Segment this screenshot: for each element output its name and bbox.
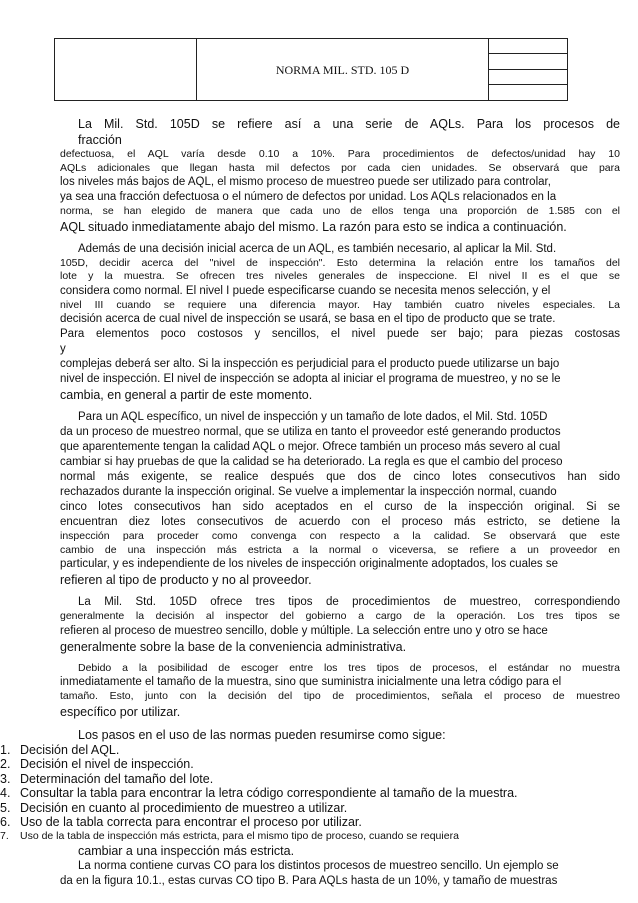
step-text: Decisión en cuanto al procedimiento de muestreo a utilizar. bbox=[20, 800, 348, 815]
text-line: cambiar si hay pruebas de que la calidad se ha deteriorado. La regla es que el cambio del proceso bbox=[60, 456, 563, 468]
step-text: Decisión del AQL. bbox=[20, 742, 120, 757]
text-line: da en la figura 10.1., estas curvas CO tipo B. Para AQLs hasta de un 10%, y tamaño de muestras bbox=[60, 874, 558, 887]
text-line: encuentran diez lotes consecutivos de acuerdo con el proceso más estricto, se detiene la bbox=[60, 516, 620, 528]
step-number: 5. bbox=[0, 800, 11, 815]
text-line: AQL situado inmediatamente abajo del mismo. La razón para esto se indica a continuación. bbox=[60, 219, 567, 234]
step-item bbox=[0, 772, 620, 787]
text-line: Para un AQL específico, un nivel de inspección y un tamaño de lote dados, el Mil. Std. 105D bbox=[78, 411, 548, 423]
text-line: cinco lotes consecutivos han sido aceptados en el curso de la inspección original. Si se bbox=[60, 501, 620, 513]
step-text: Uso de la tabla correcta para encontrar el proceso por utilizar. bbox=[20, 815, 362, 829]
header-info-row bbox=[489, 85, 567, 100]
step-number: 7. bbox=[0, 829, 9, 842]
text-line: ya sea una fracción defectuosa o el número de defectos por unidad. Los AQLs relacionados en la bbox=[60, 191, 557, 203]
header-info-row bbox=[489, 70, 567, 85]
text-line: La norma contiene curvas CO para los distintos procesos de muestreo sencillo. Un ejemplo se bbox=[78, 859, 559, 872]
text-line: cambia, en general a partir de este momento. bbox=[60, 388, 313, 402]
document-header bbox=[54, 38, 568, 101]
text-line: considera como normal. El nivel I puede especificarse cuando se necesita menos selección, y el bbox=[60, 284, 551, 297]
text-line: inmediatamente el tamaño de la muestra, sino que suministra inicialmente una letra código para el bbox=[60, 676, 562, 688]
step-item bbox=[0, 786, 620, 801]
text-line: inspección para proceder como convenga con respecto a la calidad. Se observará que este bbox=[60, 530, 620, 542]
text-line: nivel III cuando se requiere una diferencia mayor. Hay también cuatro niveles especiales. La bbox=[60, 298, 620, 311]
step-item bbox=[0, 815, 620, 830]
text-line: lote y la muestra. Se ofrecen tres niveles generales de inspeccione. El nivel II es el que se bbox=[60, 270, 620, 282]
step-text: Decisión el nivel de inspección. bbox=[20, 757, 194, 771]
step-text: Consultar la tabla para encontrar la letra código correspondiente al tamaño de la muestra. bbox=[20, 786, 518, 800]
text-line: cambio de una inspección más estricta a la normal o viceversa, se refiere a un proveedor en bbox=[60, 543, 620, 556]
header-logo-cell bbox=[55, 39, 197, 100]
step-number: 1. bbox=[0, 742, 11, 757]
header-info-row bbox=[489, 39, 567, 54]
header-title: NORMA MIL. STD. 105 D bbox=[197, 39, 489, 100]
text-line: Para elementos poco costosos y sencillos, el nivel puede ser bajo; para piezas costosas bbox=[60, 328, 620, 340]
text-line: generalmente sobre la base de la conveniencia administrativa. bbox=[60, 639, 407, 654]
step-item bbox=[0, 801, 620, 816]
step-item bbox=[0, 757, 620, 772]
step-item bbox=[0, 830, 620, 843]
text-line: fracción bbox=[78, 133, 122, 147]
text-line: normal más exigente, se realice después que dos de cinco lotes consecutivos han sido bbox=[60, 471, 620, 483]
text-line: los niveles más bajos de AQL, el mismo proceso de muestreo puede ser utilizado para controlar, bbox=[60, 176, 551, 188]
text-line: Los pasos en el uso de las normas pueden resumirse como sigue: bbox=[78, 727, 446, 742]
step-text: Uso de la tabla de inspección más estricta, para el mismo tipo de proceso, cuando se requiera bbox=[20, 829, 459, 842]
document-body bbox=[0, 116, 620, 889]
text-line: nivel de inspección. El nivel de inspección se adopta al iniciar el programa de muestreo, y no se le bbox=[60, 373, 561, 385]
text-line: Además de una decisión inicial acerca de un AQL, es también necesario, al aplicar la Mil. Std. bbox=[78, 242, 557, 255]
text-line: rechazados durante la inspección original. Se vuelve a implementar la inspección normal, cuando bbox=[60, 486, 557, 498]
header-info-cells bbox=[489, 39, 567, 100]
step-number: 3. bbox=[0, 771, 11, 786]
step-number: 2. bbox=[0, 757, 11, 771]
text-line: La Mil. Std. 105D se refiere así a una serie de AQLs. Para los procesos de bbox=[78, 117, 620, 131]
step-number: 6. bbox=[0, 815, 11, 829]
text-line: generalmente la decisión al inspector del gobierno a cargo de la operación. Los tres tipos se bbox=[60, 610, 620, 622]
step-number: 4. bbox=[0, 786, 11, 800]
text-line: tamaño. Esto, junto con la decisión del tipo de procedimientos, señala el proceso de muestreo bbox=[60, 690, 620, 702]
text-line: La Mil. Std. 105D ofrece tres tipos de procedimientos de muestreo, correspondiendo bbox=[78, 596, 620, 608]
text-line: refieren al proceso de muestreo sencillo, doble y múltiple. La selección entre uno y otro se hace bbox=[60, 624, 548, 637]
text-line: AQLs adicionales que llegan hasta mil defectos por cada cien unidades. Se observará que para bbox=[60, 161, 620, 174]
text-line: complejas deberá ser alto. Si la inspección es perjudicial para el producto puede utilizarse un bajo bbox=[60, 358, 560, 370]
text-line: específico por utilizar. bbox=[60, 704, 181, 719]
text-line: da un proceso de muestreo normal, que se utiliza en tanto el proveedor esté generando productos bbox=[60, 426, 561, 438]
text-line: norma, se han elegido de manera que cada uno de ellos tenga una proporción de 1.585 con el bbox=[60, 205, 620, 217]
text-line: decisión acerca de cual nivel de inspección se usará, se basa en el tipo de producto que se trate. bbox=[60, 313, 556, 325]
step-text: Determinación del tamaño del lote. bbox=[20, 771, 214, 786]
step-item bbox=[0, 743, 620, 758]
text-line: refieren al tipo de producto y no al proveedor. bbox=[60, 573, 312, 587]
header-info-row bbox=[489, 54, 567, 69]
text-line: defectuosa, el AQL varía desde 0.10 a 10%. Para procedimientos de defectos/unidad hay 10 bbox=[60, 148, 620, 160]
text-line: particular, y es independiente de los niveles de inspección originalmente adoptados, los cuales se bbox=[60, 558, 559, 570]
text-line: y bbox=[60, 343, 66, 355]
text-line: que aparentemente tengan la calidad AQL o mejor. Ofrece también un proceso más severo al cual bbox=[60, 441, 561, 453]
text-line: Debido a la posibilidad de escoger entre los tres tipos de procesos, el estándar no muestra bbox=[78, 661, 620, 674]
text-line: cambiar a una inspección más estricta. bbox=[78, 843, 295, 858]
text-line: 105D, decidir acerca del "nivel de inspección". Esto determina la relación entre los tamaños del bbox=[60, 256, 620, 269]
